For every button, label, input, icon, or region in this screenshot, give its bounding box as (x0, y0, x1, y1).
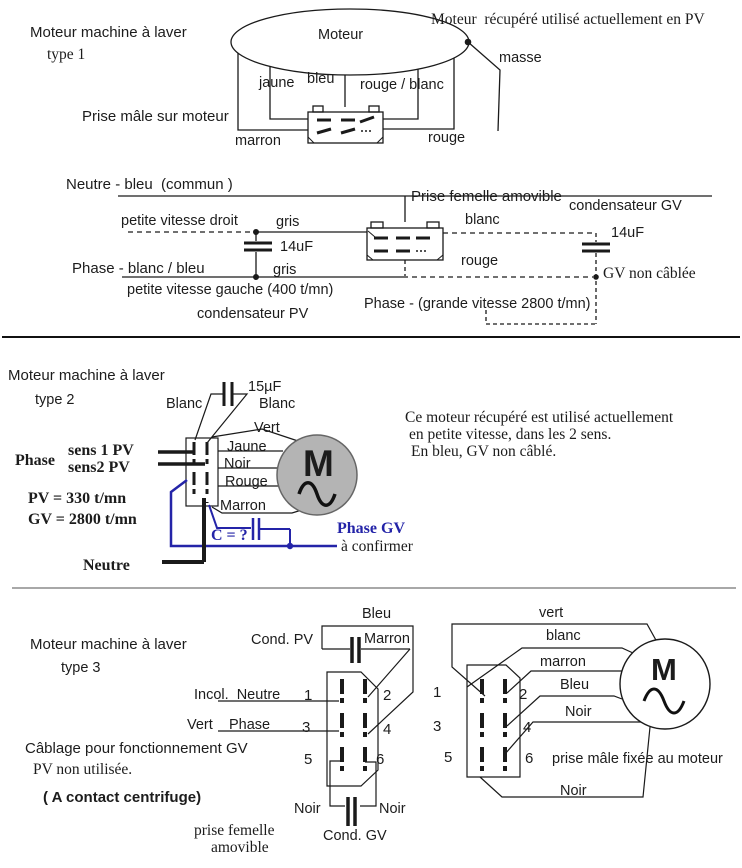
label-marron-moteur: marron (540, 654, 586, 670)
label-noir2: Noir (224, 456, 251, 472)
label-14uf-gv: 14uF (611, 225, 645, 241)
label-14uf-pv: 14uF (280, 239, 314, 255)
gv-junction-dot (593, 274, 599, 280)
label-noir-gauche: Noir (294, 801, 321, 817)
label-noir-moteur: Noir (565, 704, 592, 720)
pin-1-right: 1 (433, 684, 442, 701)
male-plug-type3-pins (482, 679, 505, 773)
capacitor-15uf (224, 382, 232, 406)
label-phase-gv-blue: Phase GV (337, 520, 405, 537)
pin-6-left: 6 (376, 751, 385, 768)
pin-5-left: 5 (304, 751, 313, 768)
label-gris-bas: gris (273, 262, 297, 278)
label-prise-femelle-2: amovible (211, 839, 269, 856)
type3-title: Moteur machine à laver (30, 636, 187, 653)
blanc-wire-droite (207, 394, 247, 443)
label-rouge-gv: rouge (461, 253, 499, 269)
label-bleu: bleu (307, 71, 335, 87)
connector-box (186, 438, 218, 506)
label-prise-femelle: Prise femelle amovible (411, 188, 562, 205)
phase-feed-lines (158, 452, 205, 464)
type2-note-3: En bleu, GV non câblé. (411, 443, 557, 460)
label-jaune: jaune (259, 75, 295, 91)
label-cond-pv: condensateur PV (197, 306, 309, 322)
label-incol-neutre: Incol. Neutre (194, 687, 281, 703)
label-cond-pv3: Cond. PV (251, 632, 314, 648)
pin-1-left: 1 (304, 687, 313, 704)
label-phase-blanc: Phase - blanc / bleu (72, 260, 205, 277)
label-pv-gauche: petite vitesse gauche (400 t/mn) (127, 282, 334, 298)
label-marron: marron (235, 133, 281, 149)
pin-6-right: 6 (525, 750, 534, 767)
pin-4-left: 4 (383, 721, 392, 738)
label-bleu3: Bleu (362, 606, 392, 622)
label-moteur: Moteur (318, 27, 364, 43)
label-sens1: sens 1 PV (68, 442, 134, 459)
type3-subtype: type 3 (61, 660, 101, 676)
pin-3-right: 3 (433, 718, 442, 735)
label-phase3: Phase (229, 717, 271, 733)
label-rouge: rouge (428, 130, 466, 146)
capacitor-c-blue (253, 518, 259, 540)
label-noir-droite: Noir (379, 801, 406, 817)
female-plug (367, 222, 443, 260)
label-rouge2: Rouge (225, 474, 268, 490)
label-masse: masse (499, 50, 542, 66)
label-prise-femelle-1: prise femelle (194, 822, 275, 839)
label-gv-non-cablee: GV non câblée (603, 265, 696, 282)
label-blanc-droite: Blanc (259, 396, 296, 412)
male-plug (308, 106, 383, 143)
label-vert-moteur: vert (539, 605, 564, 621)
pin-4-right: 4 (523, 719, 532, 736)
capacitor-cond-gv (348, 797, 355, 826)
label-prise-male-fixee: prise mâle fixée au moteur (552, 751, 723, 767)
label-blanc-moteur: blanc (546, 628, 581, 644)
label-phase2: Phase (15, 452, 55, 469)
type1-title: Moteur machine à laver (30, 24, 187, 41)
type2-subtype: type 2 (35, 392, 75, 408)
pin-2-right: 2 (519, 686, 528, 703)
label-prise-male: Prise mâle sur moteur (82, 108, 229, 125)
type1-subtype: type 1 (47, 46, 86, 63)
label-neutre2: Neutre (83, 557, 130, 574)
label-pv-droit: petite vitesse droit (121, 213, 238, 229)
neutre-feed (162, 498, 204, 562)
pin-5-right: 5 (444, 749, 453, 766)
female-plug-pins (374, 238, 430, 251)
label-blanc-gauche: Blanc (166, 396, 203, 412)
type2-title: Moteur machine à laver (8, 367, 165, 384)
label-cond-gv3: Cond. GV (323, 828, 387, 844)
label-pv-330: PV = 330 t/mn (28, 490, 127, 507)
motor-m-type2: M (303, 443, 333, 484)
label-gv-2800: GV = 2800 t/mn (28, 511, 137, 528)
female-plug-type3-pins (342, 679, 365, 773)
label-rouge-blanc: rouge / blanc (360, 77, 444, 93)
female-plug-type3 (327, 672, 378, 786)
connector-box-pins (194, 442, 207, 503)
label-a-confirmer: à confirmer (341, 538, 413, 555)
label-pv-non-utilisee: PV non utilisée. (33, 761, 133, 778)
label-cablage: Câblage pour fonctionnement GV (25, 740, 248, 757)
type1-note: Moteur récupéré utilisé actuellement en PV (431, 11, 705, 28)
label-blanc: blanc (465, 212, 500, 228)
motor-m-type3: M (651, 652, 677, 687)
label-sens2: sens2 PV (68, 459, 130, 476)
label-vert2: Vert (254, 420, 280, 436)
pin-3-left: 3 (302, 719, 311, 736)
pin-2-left: 2 (383, 687, 392, 704)
label-cond-gv: condensateur GV (569, 198, 682, 214)
label-marron3: Marron (364, 631, 410, 647)
label-jaune2: Jaune (227, 439, 267, 455)
label-contact-centrifuge: ( A contact centrifuge) (43, 789, 202, 806)
label-phase-gv-line: Phase - (grande vitesse 2800 t/mn) (364, 296, 591, 312)
capacitor-cond-pv (352, 637, 359, 663)
label-vert3: Vert (187, 717, 213, 733)
capacitor-pv (244, 243, 272, 250)
label-c-inconnu: C = ? (211, 527, 248, 544)
masse-wire (468, 42, 500, 131)
label-neutre-bleu: Neutre - bleu (commun ) (66, 176, 233, 193)
capacitor-gv (582, 244, 610, 251)
jaune-wire (270, 66, 308, 119)
label-gris-haut: gris (276, 214, 300, 230)
label-marron2: Marron (220, 498, 266, 514)
label-15uf: 15µF (248, 379, 282, 395)
label-bleu-moteur: Bleu (560, 677, 590, 693)
type2-note-2: en petite vitesse, dans les 2 sens. (409, 426, 612, 443)
label-noir-bas: Noir (560, 783, 587, 799)
type2-note-1: Ce moteur récupéré est utilisé actuellement (405, 409, 674, 426)
